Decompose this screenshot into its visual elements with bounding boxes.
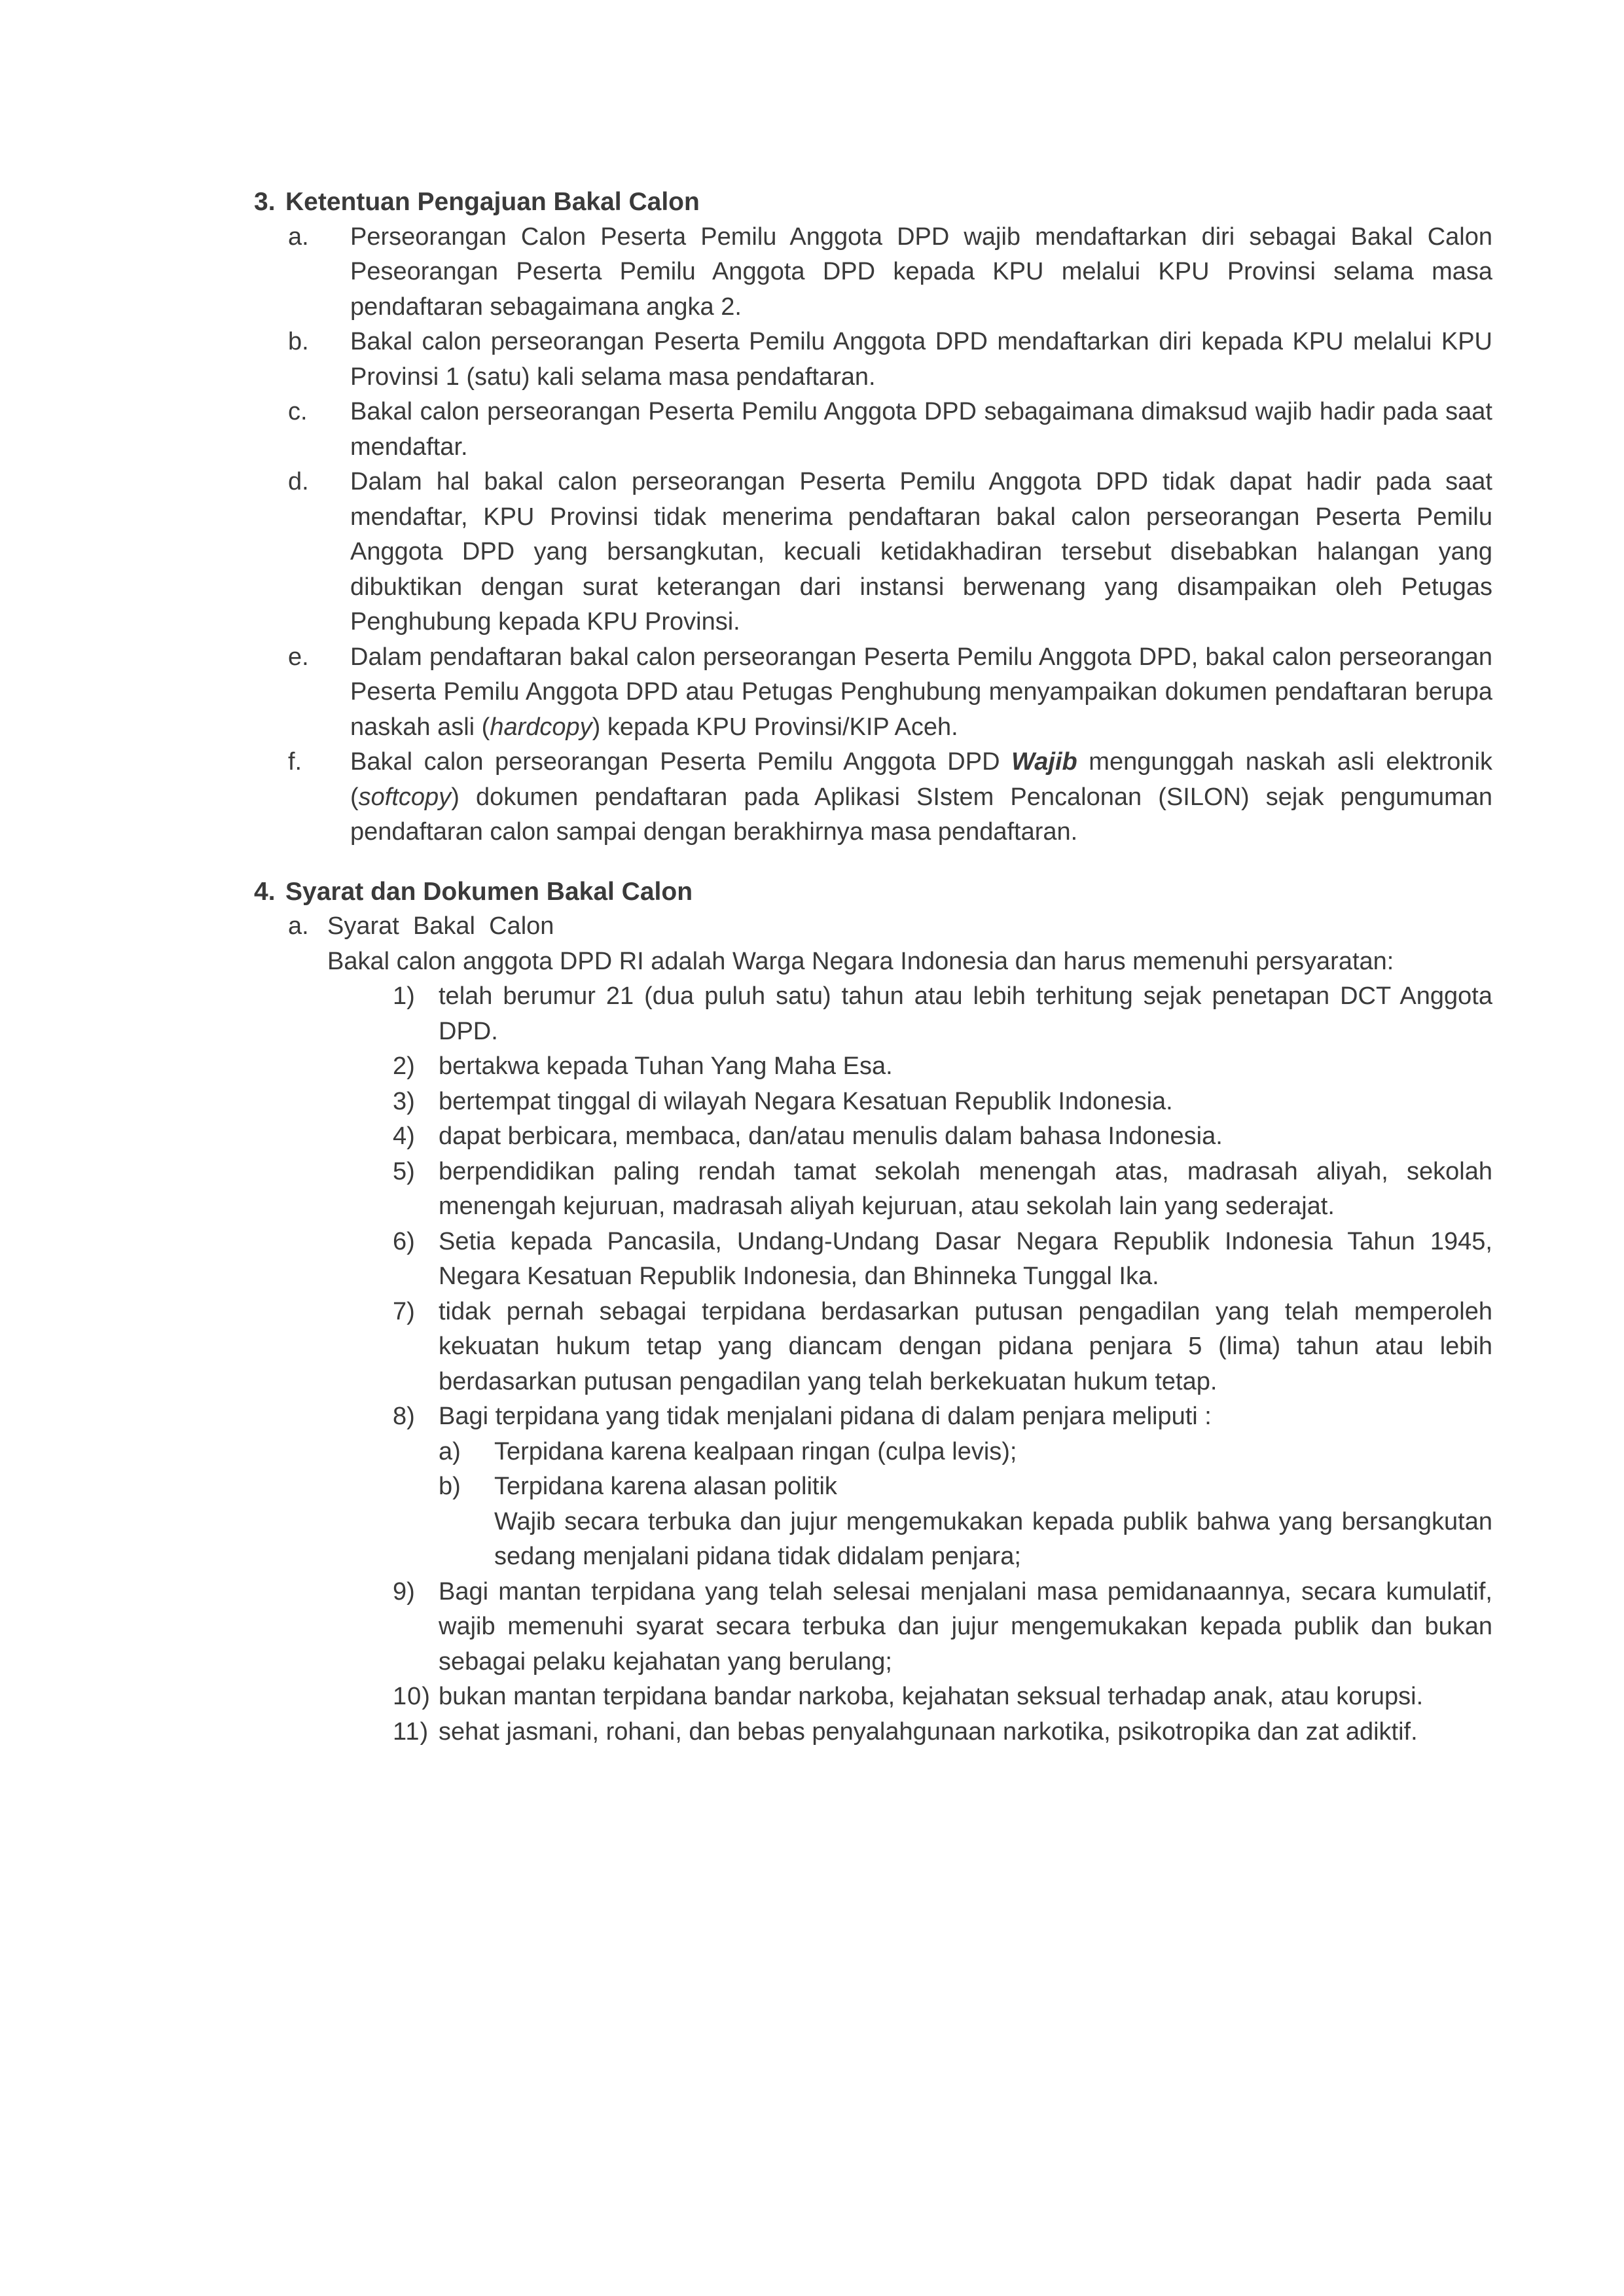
list-item-text: Bakal calon perseorangan Peserta Pemilu Anggota DPD sebagaimana dimaksud wajib hadir pada saat mendaftar. <box>350 398 1492 461</box>
requirement-item <box>393 1225 1492 1295</box>
section-number: 3. <box>254 188 276 216</box>
text-run: ) kepada KPU Provinsi/KIP Aceh. <box>592 713 958 741</box>
section-heading <box>254 185 1492 220</box>
list-item <box>288 640 1492 745</box>
requirement-item <box>393 1575 1492 1680</box>
requirement-text: bertakwa kepada Tuhan Yang Maha Esa. <box>439 1052 893 1080</box>
requirement-text: tidak pernah sebagai terpidana berdasarkan putusan pengadilan yang telah memperoleh kekuatan hukum tetap yang diancam dengan pidana penjara 5 (lima) tahun atau lebih berdasarkan putusan pengadilan yang telah berkekuatan hukum tetap. <box>439 1297 1492 1395</box>
sub-item-text: Terpidana karena alasan politik <box>494 1473 837 1500</box>
requirement-item <box>393 1399 1492 1575</box>
list-marker: 9) <box>393 1577 415 1605</box>
sub-item <box>439 1469 1492 1505</box>
list-marker: a. <box>288 223 309 251</box>
list-marker: 11) <box>393 1717 429 1746</box>
list-marker: b) <box>439 1473 461 1500</box>
sub-item <box>439 1435 1492 1470</box>
requirement-item <box>393 1715 1492 1750</box>
requirement-text: dapat berbicara, membaca, dan/atau menulis dalam bahasa Indonesia. <box>439 1122 1223 1150</box>
list-item <box>288 325 1492 395</box>
list-marker: 1) <box>393 982 415 1010</box>
text-run: Dalam pendaftaran bakal calon perseorangan Peserta Pemilu Anggota DPD, bakal calon perseorangan Peserta Pemilu Anggota DPD atau Petugas Penghubung menyampaikan dokumen pendaftaran berupa naskah asli ( <box>350 643 1492 741</box>
requirement-item <box>393 1295 1492 1400</box>
requirement-item <box>393 1085 1492 1120</box>
requirement-text: telah berumur 21 (dua puluh satu) tahun atau lebih terhitung sejak penetapan DCT Anggota DPD. <box>439 982 1492 1045</box>
list-marker: 8) <box>393 1403 415 1430</box>
italic-term: hardcopy <box>490 713 592 741</box>
section-number: 4. <box>254 877 276 906</box>
sub-item-text: Terpidana karena kealpaan ringan (culpa levis); <box>494 1437 1017 1465</box>
requirement-item <box>393 979 1492 1049</box>
section-title: Ketentuan Pengajuan Bakal Calon <box>285 188 700 216</box>
list-marker: 4) <box>393 1122 415 1150</box>
list-marker: f. <box>288 748 302 776</box>
subsection-body <box>327 944 1492 1750</box>
list-marker: a. <box>288 912 309 940</box>
text-run: mengunggah naskah asli elektronik ( <box>350 748 1492 811</box>
requirement-text: bertempat tinggal di wilayah Negara Kesatuan Republik Indonesia. <box>439 1087 1173 1115</box>
section-4 <box>254 874 1492 1750</box>
sub-item-note: Wajib secara terbuka dan jujur mengemukakan kepada publik bahwa yang bersangkutan sedang menjalani pidana tidak didalam penjara; <box>494 1507 1492 1570</box>
list-item-text: Perseorangan Calon Peserta Pemilu Anggota DPD wajib mendaftarkan diri sebagai Bakal Calon Peseorangan Peserta Pemilu Anggota DPD kepada KPU melalui KPU Provinsi selama masa pendaftaran sebagaimana angka 2. <box>350 223 1492 321</box>
subsection-title: Syarat Bakal Calon <box>327 912 554 940</box>
requirement-text: bukan mantan terpidana bandar narkoba, kejahatan seksual terhadap anak, atau korupsi. <box>439 1683 1424 1710</box>
requirement-text: Bagi terpidana yang tidak menjalani pidana di dalam penjara meliputi : <box>439 1403 1212 1430</box>
requirement-item <box>393 1155 1492 1225</box>
italic-term: softcopy <box>358 783 452 811</box>
list-marker: c. <box>288 398 308 425</box>
requirement-text: sehat jasmani, rohani, dan bebas penyalahgunaan narkotika, psikotropika dan zat adiktif. <box>439 1717 1418 1746</box>
list-item <box>288 395 1492 465</box>
list-item <box>288 745 1492 850</box>
list-item <box>288 465 1492 640</box>
list-marker: 3) <box>393 1087 415 1115</box>
emphasis-term: Wajib <box>1011 748 1077 776</box>
requirement-item <box>393 1119 1492 1155</box>
sub-list <box>439 1435 1492 1575</box>
document-page <box>254 185 1492 1749</box>
requirement-text: berpendidikan paling rendah tamat sekolah menengah atas, madrasah aliyah, sekolah menengah kejuruan, madrasah aliyah kejuruan, atau sekolah lain yang sederajat. <box>439 1157 1492 1220</box>
list-item-text: Dalam hal bakal calon perseorangan Peserta Pemilu Anggota DPD tidak dapat hadir pada saat mendaftar, KPU Provinsi tidak menerima pendaftaran bakal calon perseorangan Peserta Pemilu Anggota DPD yang bersangkutan, kecuali ketidakhadiran tersebut disebabkan halangan yang dibuktikan dengan surat keterangan dari instansi berwenang yang disampaikan oleh Petugas Penghubung kepada KPU Provinsi. <box>350 468 1492 636</box>
list-marker: 10) <box>393 1683 431 1710</box>
list-marker: 2) <box>393 1052 415 1080</box>
requirement-text: Setia kepada Pancasila, Undang-Undang Dasar Negara Republik Indonesia Tahun 1945, Negara Kesatuan Republik Indonesia, dan Bhinneka Tunggal Ika. <box>439 1227 1492 1290</box>
requirement-text: Bagi mantan terpidana yang telah selesai menjalani masa pemidanaannya, secara kumulatif, wajib memenuhi syarat secara terbuka dan jujur mengemukakan kepada publik dan bukan sebagai pelaku kejahatan yang berulang; <box>439 1577 1492 1676</box>
list-marker: 7) <box>393 1297 415 1325</box>
list-marker: d. <box>288 468 309 495</box>
requirement-item <box>393 1049 1492 1085</box>
list-item-text: Bakal calon perseorangan Peserta Pemilu Anggota DPD mendaftarkan diri kepada KPU melalui KPU Provinsi 1 (satu) kali selama masa pendaftaran. <box>350 328 1492 391</box>
list-marker: b. <box>288 328 309 355</box>
subsection-intro: Bakal calon anggota DPD RI adalah Warga Negara Indonesia dan harus memenuhi persyaratan: <box>327 947 1394 975</box>
requirement-body <box>439 1399 1492 1575</box>
text-run: Bakal calon perseorangan Peserta Pemilu Anggota DPD <box>350 748 1012 776</box>
list-marker: e. <box>288 643 309 671</box>
subsection-heading <box>288 909 1492 944</box>
list-item <box>288 220 1492 325</box>
requirements-list <box>393 979 1492 1749</box>
list-item-text <box>350 745 1492 850</box>
list-item-text <box>350 640 1492 745</box>
text-run: ) dokumen pendaftaran pada Aplikasi SIstem Pencalonan (SILON) sejak pengumuman pendaftaran calon sampai dengan berakhirnya masa pendaftaran. <box>350 783 1492 846</box>
section-3 <box>254 185 1492 850</box>
section-title: Syarat dan Dokumen Bakal Calon <box>285 877 693 906</box>
list-marker: 6) <box>393 1227 415 1255</box>
requirement-item <box>393 1679 1492 1715</box>
list-marker: a) <box>439 1437 461 1465</box>
list-marker: 5) <box>393 1157 415 1185</box>
section-heading <box>254 874 1492 910</box>
